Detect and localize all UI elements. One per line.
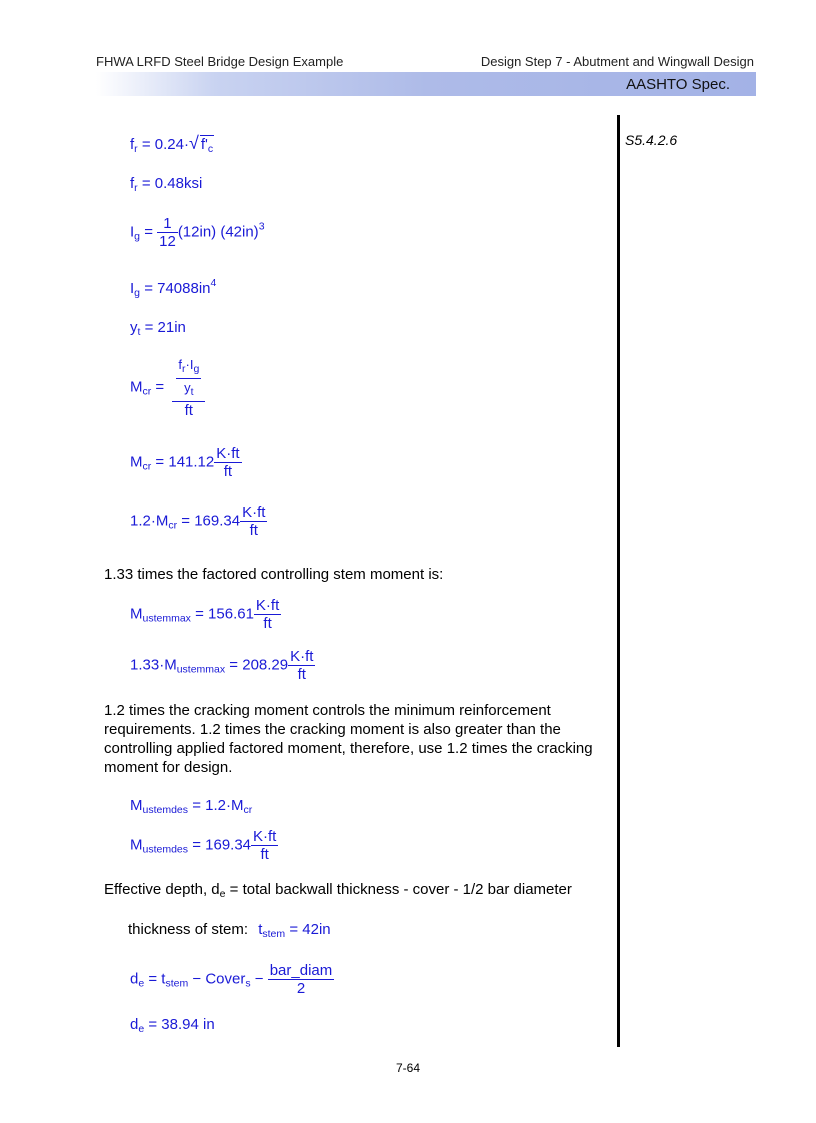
eq-mcr-definition: $M_{cr}$ = $\frac{\frac{f_r\cdot I_g}{y_t}}{ft}$ xyxy=(130,356,205,419)
eq-ig-definition: $I_g$ = $\frac{1}{12}$ (12in) $(42in)^3$ xyxy=(130,215,265,250)
spec-divider xyxy=(617,115,620,1047)
page-number: 7-64 xyxy=(395,1061,421,1075)
header-right-title: Design Step 7 - Abutment and Wingwall Design xyxy=(480,54,754,69)
text-effective-depth-def: Effective depth, $d_e$ = total backwall thickness - cover - 1/2 bar diameter xyxy=(104,881,572,900)
eq-de-definition: $d_e = t_{stem}$ − Cover$_s$ − $\frac{\text{bar\_diam}}{2}$ xyxy=(130,962,333,997)
eq-mustemdes-value: $M_{ustemdes} = 169.34$ $\frac{K\cdot ft}{ft}$ xyxy=(130,828,277,863)
eq-tstem-value: thickness of stem: $t_{stem} = 42in$ xyxy=(128,921,331,940)
eq-mustemmax-value: $M_{ustemmax} = 156.61$ $\frac{K\cdot ft}{ft}$ xyxy=(130,597,280,632)
spec-reference: S5.4.2.6 xyxy=(625,132,678,148)
text-cracking-moment-note: 1.2 times the cracking moment controls the minimum reinforcement requirements. 1.2 times the cracking moment is also greater than the controlling applied factored moment, therefore, use 1.2 times the cracking moment for design. xyxy=(104,702,593,776)
eq-de-value: $d_e = 38.94$ in xyxy=(130,1016,215,1035)
header-left-title: FHWA LRFD Steel Bridge Design Example xyxy=(96,54,344,69)
eq-yt-value: $y_t = 21in$ xyxy=(130,319,186,338)
eq-fr-value: $f_r = 0.48ksi$ xyxy=(130,175,203,194)
eq-mcr-value: $M_{cr} = 141.12$ $\frac{K\cdot ft}{ft}$ xyxy=(130,445,240,480)
eq-mustemdes-definition: $M_{ustemdes} = 1.2\cdot M_{cr}$ xyxy=(130,797,253,816)
eq-fr-definition: $f_r = 0.24\cdot√$ $f'_c$ xyxy=(130,133,214,155)
eq-ig-value: $I_g = 74088in^4$ xyxy=(130,277,217,299)
eq-mustemmax-1-33-value: $1.33\cdot M_{ustemmax} = 208.29$ $\frac{K\cdot ft}{ft}$ xyxy=(130,648,314,683)
text-stem-moment-intro: 1.33 times the factored controlling stem moment is: xyxy=(104,566,444,583)
spec-column-label: AASHTO Spec. xyxy=(626,76,730,93)
eq-mcr-1-2-value: $1.2\cdot M_{cr} = 169.34$ $\frac{K\cdot ft}{ft}$ xyxy=(130,504,266,539)
